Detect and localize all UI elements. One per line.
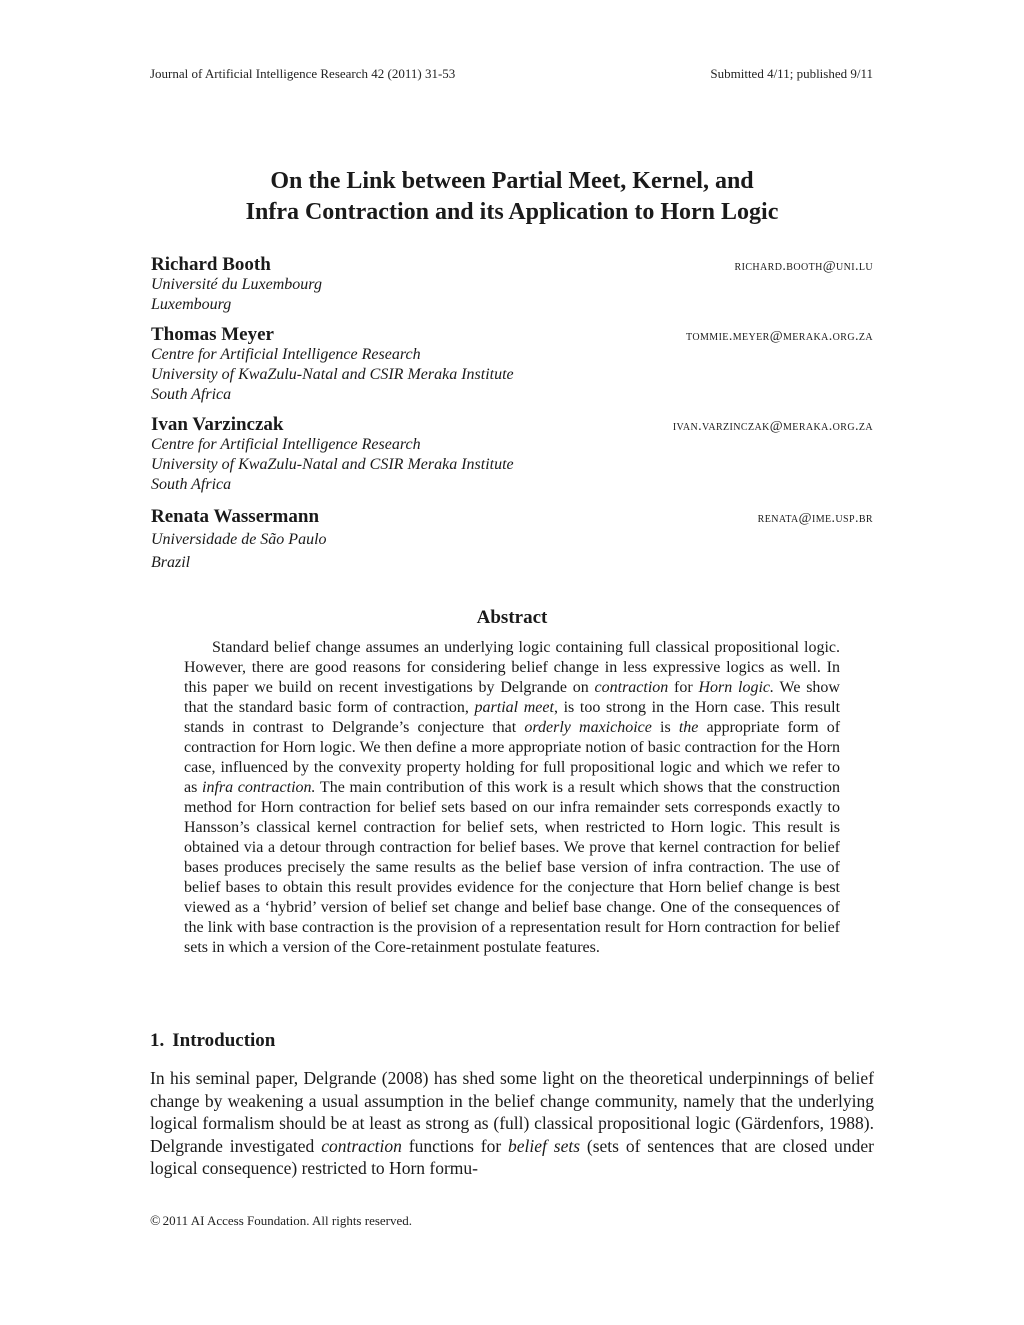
abstract-text: The main contribution of this work is a result which shows that the construction method for Horn contraction for belief sets based on our infra remainder sets corresponds exactly to Hansson’s classical kernel contraction for belief sets, when restricted to Horn logic. This result is obtained via a detour through contraction for belief bases. We prove that kernel contraction for belief bases produces precisely the same results as the belief base version of infra contraction. The use of belief bases to obtain this result provides evidence for the conjecture that Horn belief change is best viewed as a ‘hybrid’ version of belief set change and belief base change. One of the consequences of the link with base contraction is the provision of a representation result for Horn contraction for belief sets in which a version of the Core-retainment postulate features. xyxy=(184,779,840,956)
author-name: Richard Booth xyxy=(151,254,271,275)
body-emphasis: contraction xyxy=(321,1135,402,1156)
abstract-text: is xyxy=(651,719,679,736)
section-number: 1. xyxy=(150,1030,165,1051)
author-affiliation: Luxembourg xyxy=(151,296,232,313)
introduction-paragraph xyxy=(150,1067,874,1180)
abstract-text: for xyxy=(668,679,699,696)
body-text: (sets of sentences that are closed under logical consequence) restricted to Horn formu- xyxy=(150,1135,874,1178)
author-email[interactable]: tommie.meyer@meraka.org.za xyxy=(686,329,873,344)
author-block xyxy=(151,414,873,495)
author-name: Renata Wassermann xyxy=(151,506,320,527)
copyright-text: 2011 AI Access Foundation. All rights reserved. xyxy=(162,1213,413,1228)
body-text: In his seminal paper, Delgrande (2008) has shed some light on the theoretical underpinnings of belief change by weakening a usual assumption in the belief change community, namely that the underlying logical formalism should be at least as strong as (full) classical propositional logic (Gärdenfors, 1988). Delgrande investigated xyxy=(150,1068,874,1156)
author-block xyxy=(151,254,873,315)
abstract-emphasis: Horn logic. xyxy=(698,679,775,696)
abstract-emphasis: contraction xyxy=(594,679,669,696)
abstract-text: appropriate form of contraction for Horn logic. We then define a more appropriate notion of basic contraction for the Horn case, influenced by the convexity property holding for full propositional logic and which we refer to as xyxy=(184,719,841,796)
author-affiliation: Université du Luxembourg xyxy=(151,276,322,293)
section-title: Introduction xyxy=(172,1030,276,1051)
author-email[interactable]: richard.booth@uni.lu xyxy=(734,259,873,274)
abstract-text: We show that the standard basic form of contraction, xyxy=(184,679,840,716)
abstract-heading: Abstract xyxy=(476,607,548,628)
author-affiliation: University of KwaZulu-Natal and CSIR Meraka Institute xyxy=(151,456,514,473)
abstract-body xyxy=(184,638,840,958)
author-block xyxy=(151,506,873,573)
abstract-text: , is too strong in the Horn case. This result stands in contrast to Delgrande’s conjecture that xyxy=(184,699,841,736)
abstract-emphasis: partial meet xyxy=(474,699,554,716)
running-header xyxy=(150,66,873,82)
abstract-emphasis: orderly maxichoice xyxy=(524,719,652,736)
author-affiliation: University of KwaZulu-Natal and CSIR Meraka Institute xyxy=(151,366,514,383)
paper-title xyxy=(0,166,1024,228)
journal-citation: Journal of Artificial Intelligence Research 42 (2011) 31-53 xyxy=(150,66,456,81)
title-line: Infra Contraction and its Application to Horn Logic xyxy=(245,199,779,225)
submission-dates: Submitted 4/11; published 9/11 xyxy=(710,66,873,81)
author-affiliation: Centre for Artificial Intelligence Research xyxy=(151,436,421,453)
author-affiliation: Brazil xyxy=(151,554,191,571)
abstract-emphasis: infra contraction. xyxy=(202,779,316,796)
body-emphasis: belief sets xyxy=(508,1135,581,1156)
body-text: functions for xyxy=(401,1135,509,1156)
author-name: Thomas Meyer xyxy=(151,324,274,345)
copyright-footer xyxy=(150,1213,412,1230)
author-affiliation: Centre for Artificial Intelligence Research xyxy=(151,346,421,363)
title-line: On the Link between Partial Meet, Kernel, and xyxy=(270,168,754,194)
copyright-icon: © xyxy=(150,1214,161,1229)
author-email[interactable]: renata@ime.usp.br xyxy=(757,511,873,526)
author-email[interactable]: ivan.varzinczak@meraka.org.za xyxy=(672,419,873,434)
author-name: Ivan Varzinczak xyxy=(151,414,284,435)
abstract-emphasis: the xyxy=(678,719,699,736)
section-heading xyxy=(150,1030,275,1052)
author-affiliation: South Africa xyxy=(151,476,232,493)
author-affiliation: South Africa xyxy=(151,386,232,403)
author-block xyxy=(151,324,873,405)
author-affiliation: Universidade de São Paulo xyxy=(151,531,327,548)
abstract-text: Standard belief change assumes an underlying logic containing full classical propositional logic. However, there are good reasons for considering belief change in less expressive logics as well. In this paper we build on recent investigations by Delgrande on xyxy=(184,639,840,696)
